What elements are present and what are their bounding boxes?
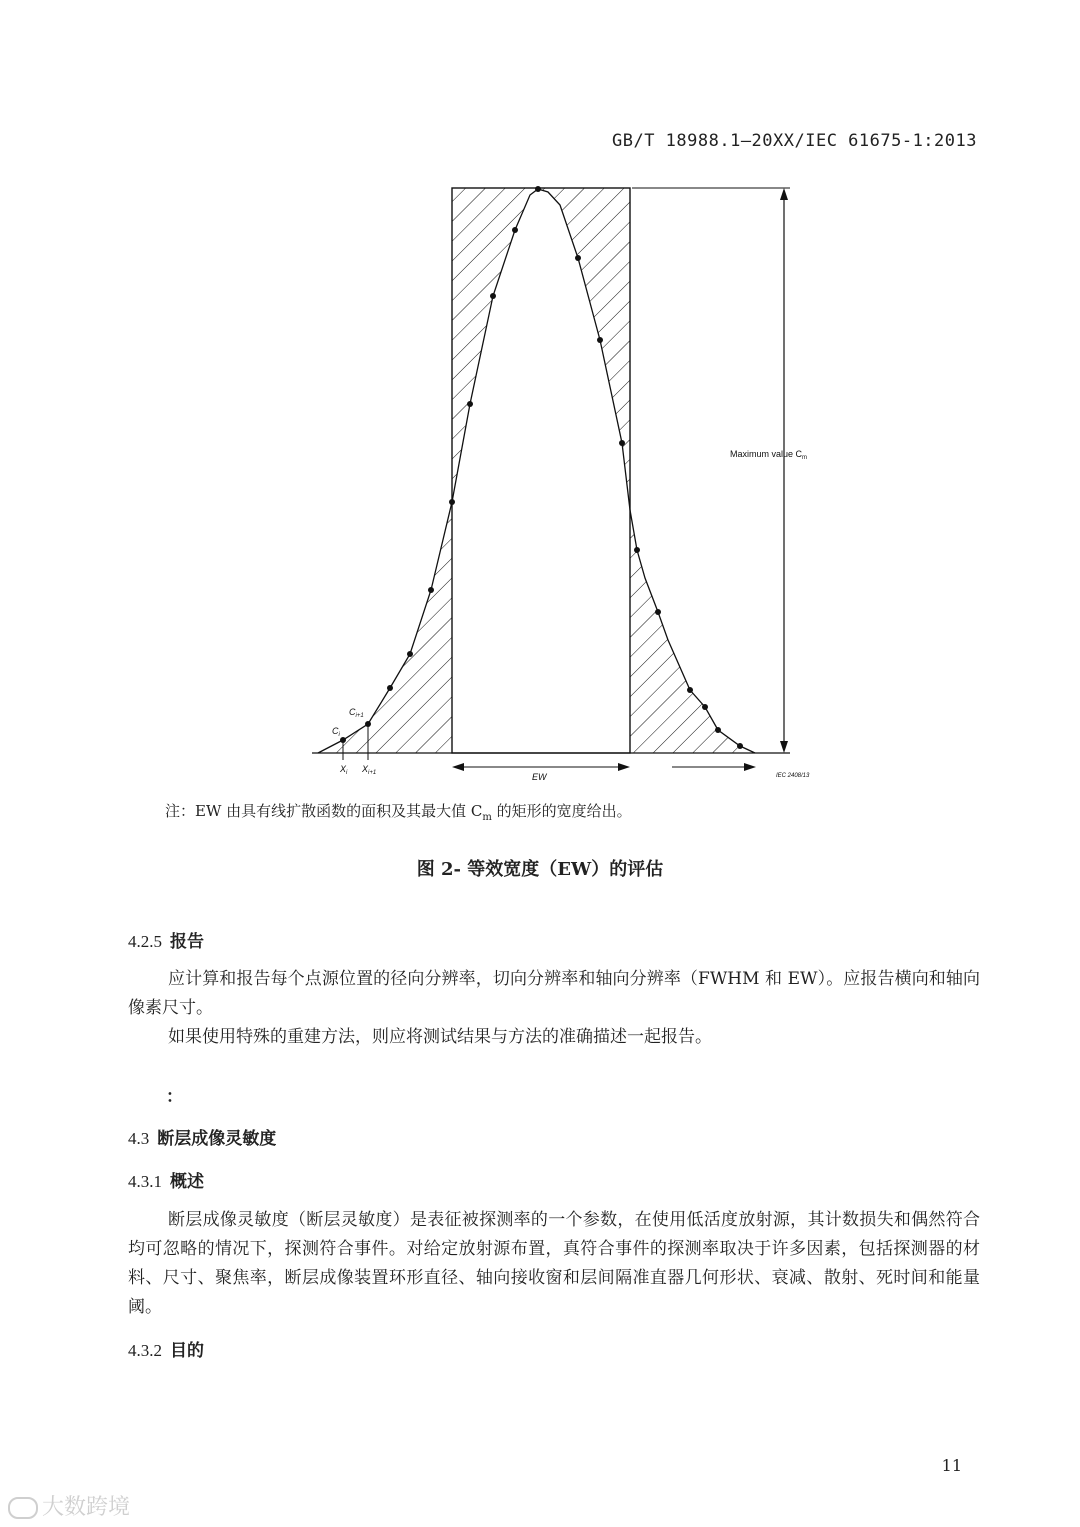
watermark-logo-icon: [8, 1497, 38, 1519]
section-4-2-5-paragraph-2: 如果使用特殊的重建方法，则应将测试结果与方法的准确描述一起报告。: [168, 1027, 712, 1047]
hatch-inside-rect: [452, 188, 630, 510]
figure-note: 注：EW 由具有线扩散函数的面积及其最大值 $C_m$ 的矩形的宽度给出。: [165, 802, 632, 823]
label-xi1: $X_{i+1}$: [362, 764, 377, 776]
data-point: [512, 227, 518, 233]
stray-colon: ：: [166, 1087, 183, 1107]
section-4-3-2-heading: 4.3.2 目的: [128, 1341, 204, 1361]
data-point: [535, 186, 541, 192]
data-point: [737, 743, 743, 749]
data-point: [597, 337, 603, 343]
watermark: 大数跨境: [8, 1490, 130, 1521]
label-xi: $X_i$: [340, 764, 348, 776]
section-4-3-1-paragraph: 断层成像灵敏度（断层灵敏度）是表征被探测率的一个参数，在使用低活度放射源，其计数损失和偶然符合均可忽略的情况下，探测符合事件。对给定放射源布置，真符合事件的探测率取决于许多因素，包括探测器的材料、尺寸、聚焦率，断层成像装置环形直径、轴向接收窗和层间隔准直器几何形状、衰减、散射、死时间和能量阈。: [128, 1210, 980, 1317]
figure-caption: 图 2- 等效宽度（EW）的评估: [416, 859, 664, 880]
data-point: [702, 704, 708, 710]
standard-id-header: GB/T 18988.1—20XX/IEC 61675-1:2013: [612, 131, 977, 151]
data-point: [619, 440, 625, 446]
data-point: [467, 401, 473, 407]
data-point: [655, 609, 661, 615]
label-iec-ref: IEC 2408/13: [776, 773, 810, 779]
hatch-outside-rect: [318, 502, 755, 753]
data-point: [449, 499, 455, 505]
data-point: [490, 293, 496, 299]
line-spread-curve: [318, 189, 755, 753]
data-point: [715, 727, 721, 733]
section-4-2-5-paragraph-1: 应计算和报告每个点源位置的径向分辨率，切向分辨率和轴向分辨率（FWHM 和 EW）。应报告横向和轴向像素尺寸。: [128, 969, 980, 1018]
page-number: 11: [941, 1456, 962, 1475]
data-point: [387, 685, 393, 691]
label-ci1: $C_{i+1}$: [349, 707, 364, 719]
data-point: [634, 547, 640, 553]
label-ci: $C_i$: [332, 726, 340, 738]
data-points: [340, 186, 743, 749]
label-ew: EW: [532, 772, 547, 780]
section-4-3-1-heading: 4.3.1 概述: [128, 1172, 204, 1192]
data-point: [575, 255, 581, 261]
data-point: [407, 651, 413, 657]
max-value-label: Maximum value $C_m$: [730, 449, 808, 461]
data-point: [687, 687, 693, 693]
ew-figure: [300, 180, 860, 780]
section-4-2-5-heading: 4.2.5 报告: [128, 932, 204, 952]
data-point: [428, 587, 434, 593]
section-4-3-heading: 4.3 断层成像灵敏度: [128, 1129, 277, 1149]
